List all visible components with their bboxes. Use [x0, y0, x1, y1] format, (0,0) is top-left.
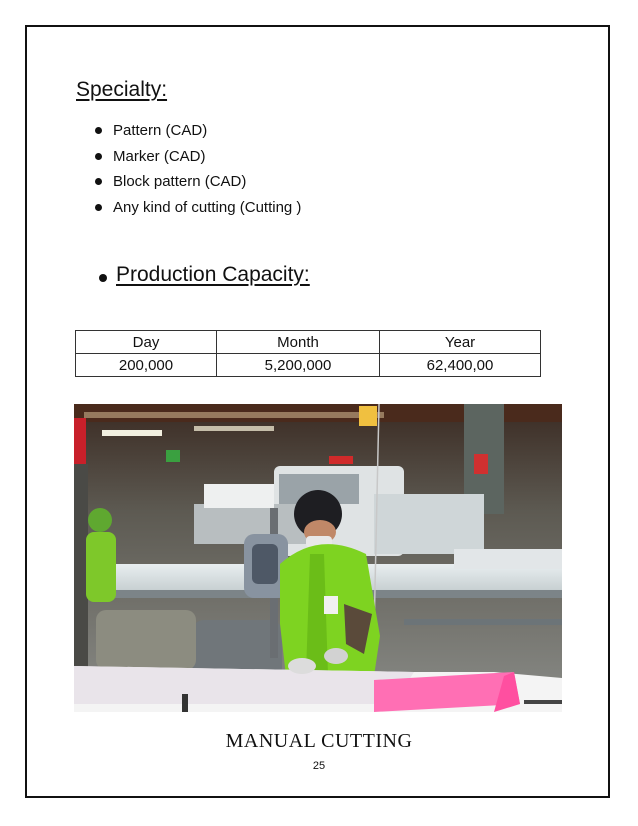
specialty-list [93, 118, 301, 220]
list-item [93, 169, 301, 195]
photo-illustration [74, 404, 562, 712]
bullet-icon [95, 204, 102, 211]
capacity-table [75, 330, 541, 377]
table-cell-year: 62,400,00 [380, 354, 541, 377]
bullet-icon [95, 127, 102, 134]
list-item-label: Pattern (CAD) [113, 122, 208, 139]
bullet-icon [95, 178, 102, 185]
bullet-icon [99, 274, 107, 282]
table-cell-month: 5,200,000 [217, 354, 380, 377]
list-item-label: Block pattern (CAD) [113, 173, 247, 191]
bullet-icon [95, 153, 102, 160]
table-header-month: Month [217, 331, 380, 354]
list-item [93, 144, 301, 170]
capacity-heading [99, 263, 310, 287]
page-number: 25 [312, 760, 326, 772]
figure-caption: MANUAL CUTTING [225, 730, 413, 752]
list-item-label: Marker (CAD) [113, 147, 206, 165]
table-cell-day: 200,000 [76, 354, 217, 377]
factory-cutting-photo [74, 404, 562, 712]
capacity-heading-text: Production Capacity: [116, 263, 310, 286]
table-row [76, 354, 541, 377]
list-item-label: Any kind of cutting (Cutting ) [113, 198, 302, 216]
table-header-row [76, 331, 541, 354]
list-item [93, 195, 301, 221]
table-header-day: Day [76, 331, 217, 354]
table-header-year: Year [380, 331, 541, 354]
list-item [93, 118, 301, 144]
specialty-heading: Specialty: [76, 78, 168, 101]
